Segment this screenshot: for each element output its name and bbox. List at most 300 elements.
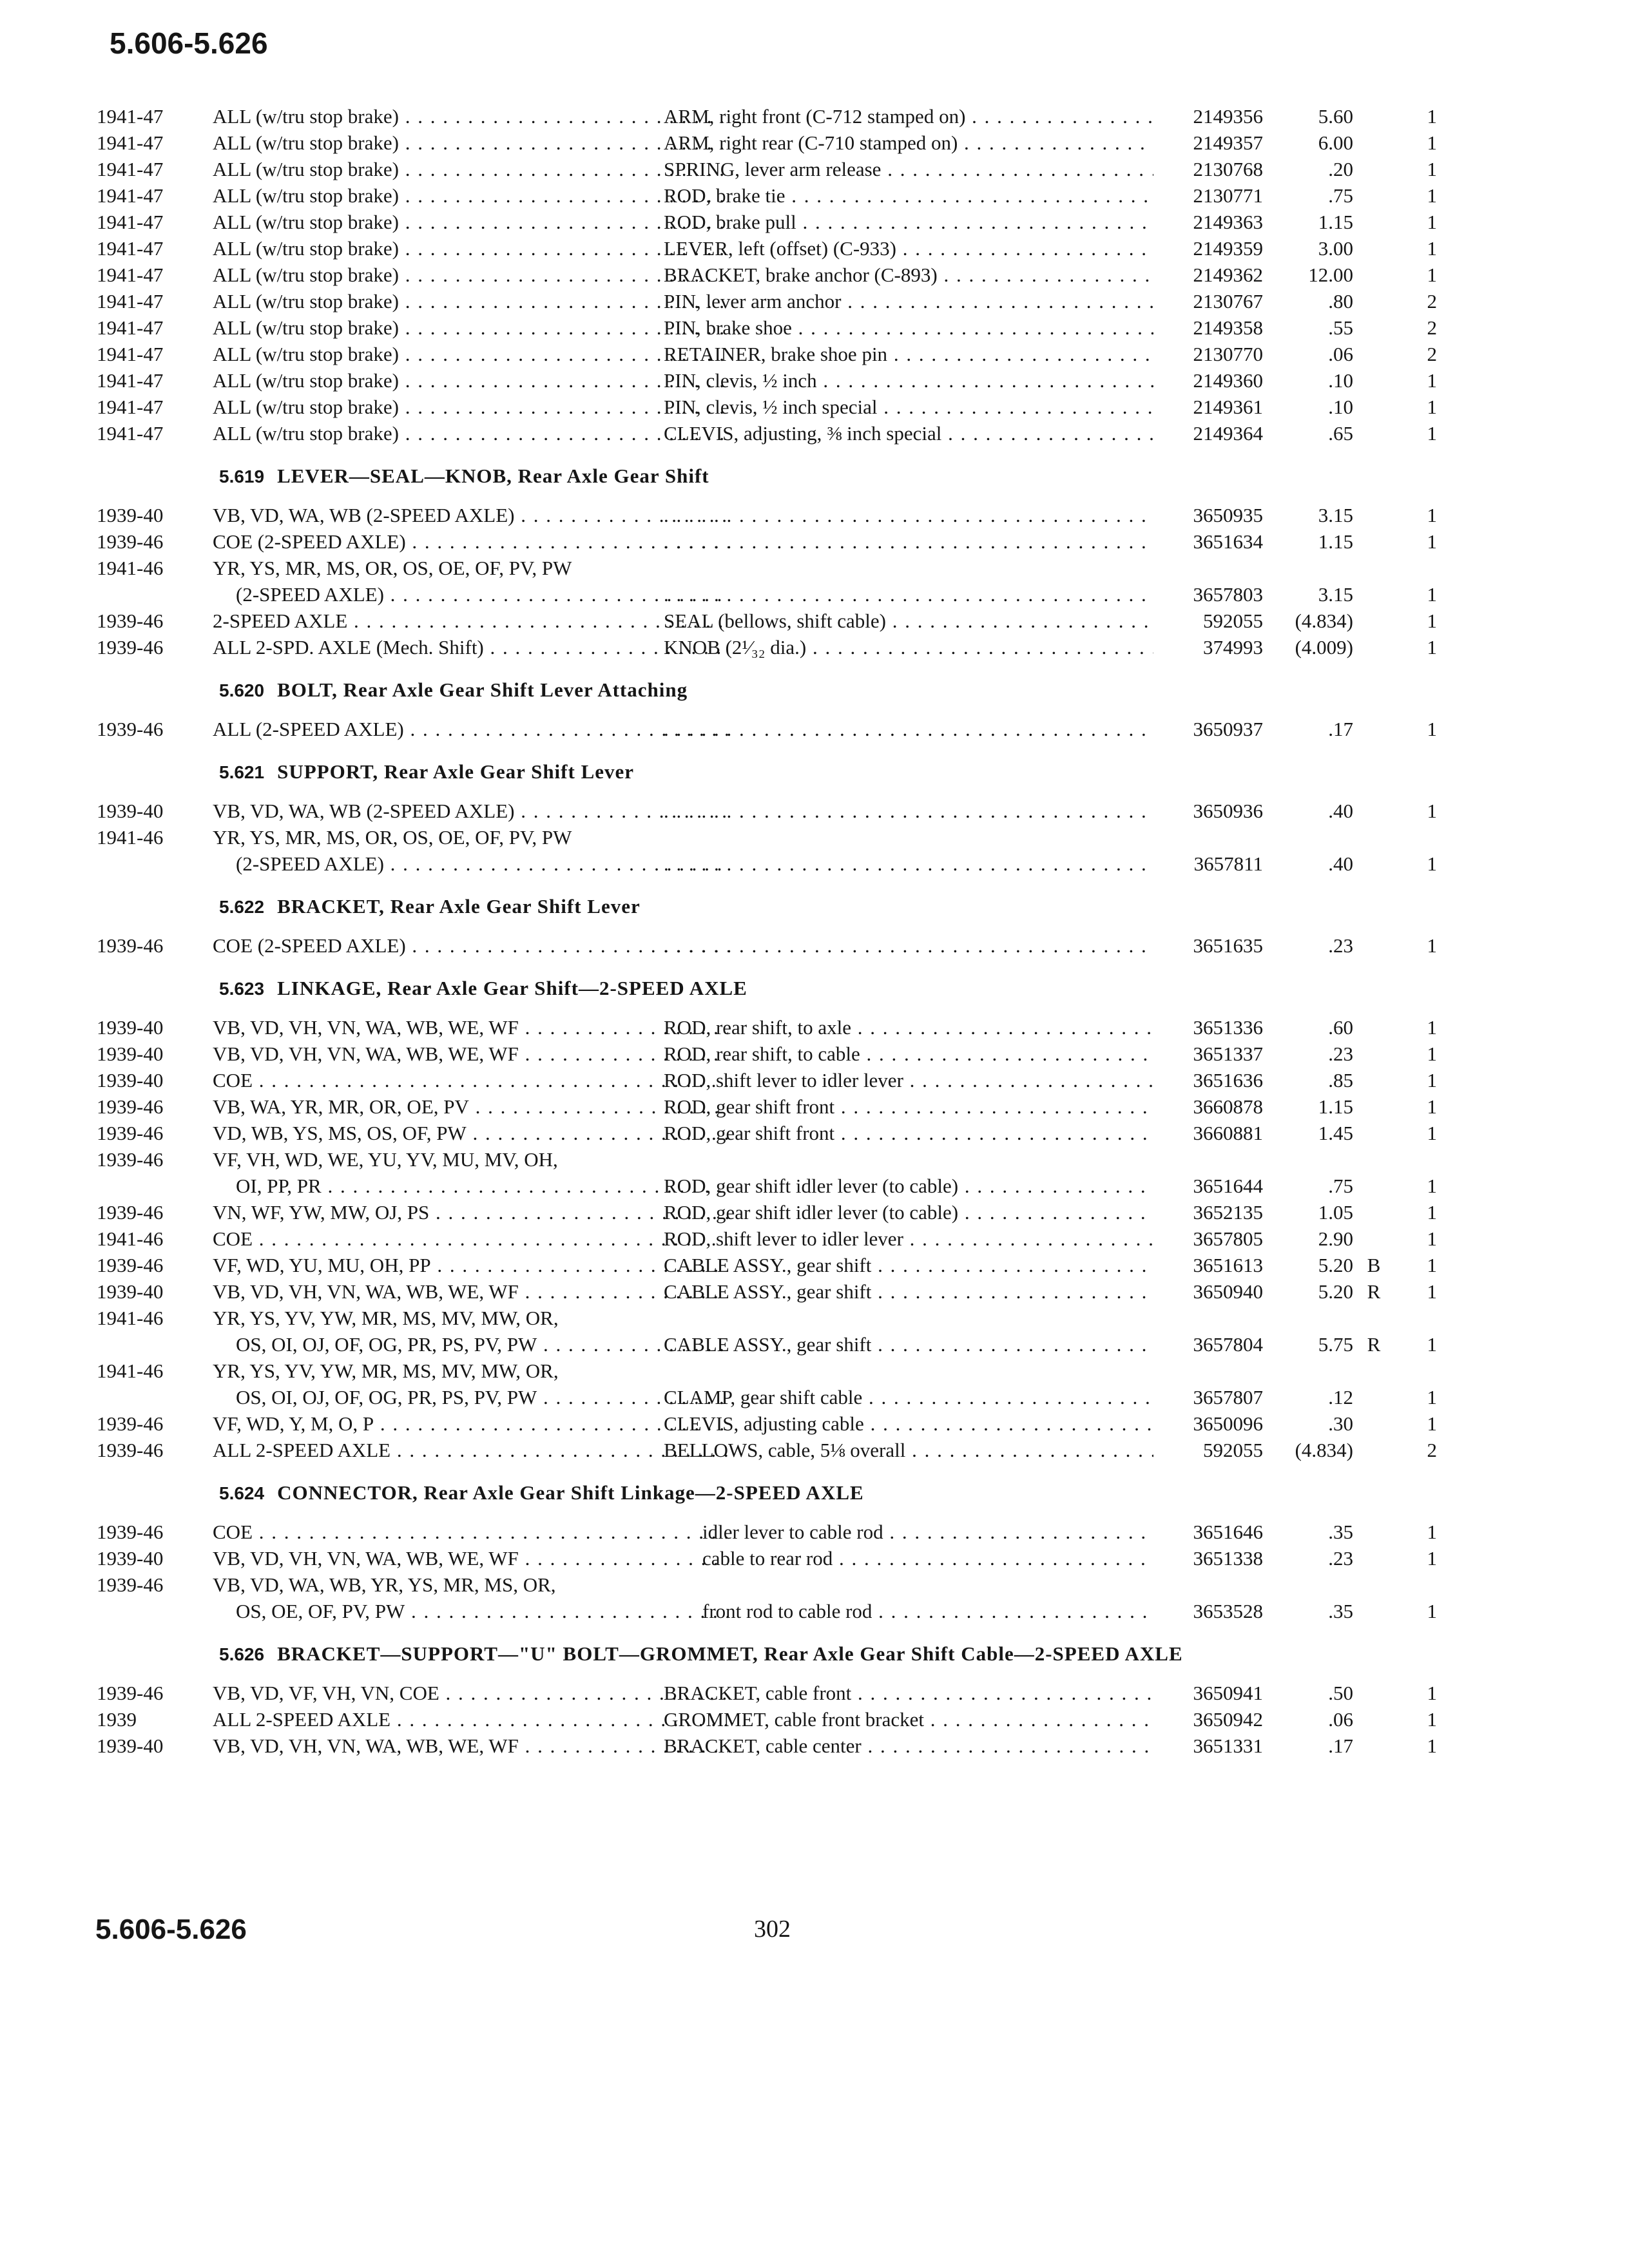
model-line-2: OI, PP, PR . . . (213, 1173, 728, 1199)
list-price: .35 (1328, 1521, 1353, 1543)
model-applicability (213, 1706, 728, 1733)
quantity: 2 (1427, 343, 1437, 365)
year-range: 1941-47 (97, 131, 164, 154)
part-number: 2149360 (1153, 367, 1263, 394)
year-range: 1941-47 (97, 264, 164, 286)
list-price: .60 (1328, 1016, 1353, 1039)
parts-row (97, 156, 1443, 182)
quantity: 1 (1427, 1227, 1437, 1250)
parts-row (97, 103, 1443, 130)
part-description: LEVER, left (offset) (C-933) . . . (664, 235, 1231, 262)
parts-row (97, 1146, 1443, 1199)
model-line-1: YR, YS, YV, YW, MR, MS, MV, MW, OR, (213, 1307, 559, 1329)
part-number: 3650941 (1153, 1680, 1263, 1706)
model-applicability (213, 502, 728, 528)
year-range: 1939-40 (97, 1280, 164, 1303)
list-price: 1.15 (1318, 530, 1353, 553)
parts-row (97, 1067, 1443, 1093)
parts-row (97, 1120, 1443, 1146)
section-heading (97, 677, 1443, 703)
model-line-1: YR, YS, MR, MS, OR, OS, OE, OF, PV, PW (213, 826, 572, 849)
model-applicability (213, 341, 728, 367)
part-description (664, 850, 1231, 877)
list-price: .12 (1328, 1386, 1353, 1408)
model-applicability (213, 1278, 728, 1305)
model-line-1: ALL (w/tru stop brake) . . . (213, 420, 728, 447)
quantity: 1 (1427, 264, 1437, 286)
parts-row (97, 1358, 1443, 1410)
parts-row (97, 262, 1443, 288)
part-number: 2149363 (1153, 209, 1263, 235)
parts-row (97, 824, 1443, 877)
model-line-2: OS, OI, OJ, OF, OG, PR, PS, PV, PW . . . (213, 1331, 728, 1358)
part-number: 3651331 (1153, 1733, 1263, 1759)
part-description: front rod to cable rod . . . (702, 1598, 1231, 1624)
part-description: CLEVIS, adjusting cable . . . (664, 1410, 1231, 1437)
year-range: 1939-46 (97, 1573, 164, 1596)
parts-row (97, 1199, 1443, 1225)
list-price: 3.00 (1318, 237, 1353, 260)
year-range: 1941-46 (97, 826, 164, 849)
model-line-1: ALL (w/tru stop brake) . . . (213, 130, 728, 156)
parts-row (97, 1571, 1443, 1624)
model-applicability (213, 1252, 728, 1278)
part-description: BELLOWS, cable, 5⅛ overall . . . (664, 1437, 1231, 1463)
list-price: 5.20 (1318, 1280, 1353, 1303)
part-number: 3651635 (1153, 932, 1263, 959)
parts-row (97, 634, 1443, 660)
parts-row (97, 1733, 1443, 1759)
list-price: (4.834) (1295, 610, 1353, 632)
quantity: 1 (1427, 934, 1437, 957)
model-applicability (213, 1041, 728, 1067)
quantity: 1 (1427, 422, 1437, 445)
list-price: 1.45 (1318, 1122, 1353, 1144)
part-description: ROD, gear shift idler lever (to cable) . . . (664, 1173, 1231, 1199)
model-line-1: ALL (w/tru stop brake) . . . (213, 367, 728, 394)
section-number: 5.619 (219, 466, 265, 486)
model-line-1: VB, VD, VH, VN, WA, WB, WE, WF . . . (213, 1733, 728, 1759)
model-line-1: 2-SPEED AXLE . . . (213, 608, 728, 634)
part-number: 3650937 (1153, 716, 1263, 742)
part-description: cable to rear rod . . . (702, 1545, 1231, 1571)
section-heading (97, 463, 1443, 489)
quantity: 1 (1427, 800, 1437, 822)
part-description (664, 716, 1231, 742)
quantity: 2 (1427, 1439, 1437, 1461)
model-applicability (213, 262, 728, 288)
year-range: 1941-46 (97, 1307, 164, 1329)
quantity: 1 (1427, 1708, 1437, 1731)
model-applicability (213, 1358, 728, 1410)
model-line-1: ALL (w/tru stop brake) . . . (213, 394, 728, 420)
part-description: CABLE ASSY., gear shift . . . (664, 1252, 1231, 1278)
year-range: 1939-46 (97, 1439, 164, 1461)
list-price: 1.05 (1318, 1201, 1353, 1224)
section-heading (97, 1480, 1443, 1506)
page-number: 302 (754, 1916, 791, 1943)
quantity: 1 (1427, 1412, 1437, 1435)
model-line-1: ALL (w/tru stop brake) . . . (213, 288, 728, 314)
year-range: 1939-46 (97, 1521, 164, 1543)
model-line-1: VF, VH, WD, WE, YU, YV, MU, MV, OH, (213, 1148, 558, 1171)
part-description (664, 581, 1231, 608)
section-title: LEVER—SEAL—KNOB, Rear Axle Gear Shift (277, 465, 709, 487)
quantity: 1 (1427, 1043, 1437, 1065)
quantity: 1 (1427, 1735, 1437, 1757)
quantity: 1 (1427, 610, 1437, 632)
quantity: 1 (1427, 718, 1437, 740)
model-applicability (213, 1067, 728, 1093)
model-applicability (213, 288, 728, 314)
part-number: 3660878 (1153, 1093, 1263, 1120)
model-applicability (213, 1545, 728, 1571)
section-heading (97, 975, 1443, 1001)
parts-row (97, 1305, 1443, 1358)
part-number: 2149357 (1153, 130, 1263, 156)
part-number: 3650942 (1153, 1706, 1263, 1733)
quantity: 1 (1427, 852, 1437, 875)
parts-row (97, 182, 1443, 209)
part-number: 3653528 (1153, 1598, 1263, 1624)
part-description (664, 798, 1231, 824)
quantity: 1 (1427, 1095, 1437, 1118)
model-line-2: OS, OE, OF, PV, PW . . . (213, 1598, 728, 1624)
model-line-1: COE (2-SPEED AXLE) . . . (213, 932, 728, 959)
part-description: ROD, gear shift front . . . (664, 1120, 1231, 1146)
quantity: 1 (1427, 1175, 1437, 1197)
part-description: ROD, gear shift front . . . (664, 1093, 1231, 1120)
section-number: 5.620 (219, 680, 265, 700)
part-description: ARM, right front (C-712 stamped on) . . . (664, 103, 1231, 130)
year-range: 1941-47 (97, 316, 164, 339)
parts-row (97, 130, 1443, 156)
list-price: 1.15 (1318, 1095, 1353, 1118)
list-price: .55 (1328, 316, 1353, 339)
year-range: 1939-40 (97, 1043, 164, 1065)
part-description: CLEVIS, adjusting, ⅜ inch special . . . (664, 420, 1231, 447)
model-line-2: (2-SPEED AXLE) . . . (213, 581, 728, 608)
model-line-1: COE . . . (213, 1067, 728, 1093)
model-line-2: OS, OI, OJ, OF, OG, PR, PS, PV, PW . . . (213, 1384, 728, 1410)
model-line-1: COE . . . (213, 1225, 728, 1252)
list-price: .30 (1328, 1412, 1353, 1435)
year-range: 1939-40 (97, 1069, 164, 1091)
part-description: BRACKET, brake anchor (C-893) . . . (664, 262, 1231, 288)
year-range: 1939-46 (97, 1412, 164, 1435)
parts-row (97, 209, 1443, 235)
list-price: .35 (1328, 1600, 1353, 1622)
model-applicability (213, 1199, 728, 1225)
model-line-1: VB, VD, WA, WB (2-SPEED AXLE) . . . (213, 502, 728, 528)
list-price: 12.00 (1308, 264, 1353, 286)
year-range: 1939-46 (97, 610, 164, 632)
part-description: ROD, shift lever to idler lever . . . (664, 1067, 1231, 1093)
quantity: 1 (1427, 504, 1437, 526)
parts-row (97, 394, 1443, 420)
quantity: 2 (1427, 316, 1437, 339)
part-number: 3652135 (1153, 1199, 1263, 1225)
part-description: ROD, rear shift, to axle . . . (664, 1014, 1231, 1041)
part-number: 3651338 (1153, 1545, 1263, 1571)
year-range: 1941-47 (97, 237, 164, 260)
quantity: 1 (1427, 636, 1437, 658)
part-number: 3657807 (1153, 1384, 1263, 1410)
quantity: 1 (1427, 1016, 1437, 1039)
page-footer-section-range: 5.606-5.626 (95, 1914, 247, 1945)
quantity: 1 (1427, 1682, 1437, 1704)
model-applicability (213, 156, 728, 182)
section-title: BRACKET—SUPPORT—"U" BOLT—GROMMET, Rear Axle Gear Shift Cable—2-SPEED AXLE (277, 1642, 1183, 1665)
parts-row (97, 555, 1443, 608)
parts-row (97, 1410, 1443, 1437)
parts-row (97, 367, 1443, 394)
part-number: 3660881 (1153, 1120, 1263, 1146)
part-number: 3650940 (1153, 1278, 1263, 1305)
parts-row (97, 1680, 1443, 1706)
list-price: .40 (1328, 852, 1353, 875)
part-number: 2130767 (1153, 288, 1263, 314)
quantity: 1 (1427, 1122, 1437, 1144)
quantity: 1 (1427, 1600, 1437, 1622)
list-price: .80 (1328, 290, 1353, 312)
model-applicability (213, 1305, 728, 1358)
part-description: ROD, rear shift, to cable . . . (664, 1041, 1231, 1067)
year-range: 1939-40 (97, 1735, 164, 1757)
parts-row (97, 1545, 1443, 1571)
year-range: 1939-40 (97, 1016, 164, 1039)
model-applicability (213, 1680, 728, 1706)
quantity: 1 (1427, 237, 1437, 260)
year-range: 1939-40 (97, 800, 164, 822)
quantity: 1 (1427, 211, 1437, 233)
part-number: 3651636 (1153, 1067, 1263, 1093)
quantity: 1 (1427, 396, 1437, 418)
model-applicability (213, 798, 728, 824)
model-line-1: VB, VD, VH, VN, WA, WB, WE, WF . . . (213, 1041, 728, 1067)
parts-row (97, 420, 1443, 447)
parts-row (97, 235, 1443, 262)
model-applicability (213, 932, 728, 959)
model-line-1: VB, VD, VH, VN, WA, WB, WE, WF . . . (213, 1278, 728, 1305)
parts-row (97, 288, 1443, 314)
year-range: 1941-47 (97, 343, 164, 365)
section-title: BRACKET, Rear Axle Gear Shift Lever (277, 895, 641, 918)
part-number: 3651634 (1153, 528, 1263, 555)
list-price: .40 (1328, 800, 1353, 822)
part-number: 2149361 (1153, 394, 1263, 420)
part-number: 3651336 (1153, 1014, 1263, 1041)
section-number: 5.626 (219, 1644, 265, 1664)
code-letter: R (1367, 1280, 1381, 1303)
model-applicability (213, 420, 728, 447)
model-line-1: VB, VD, WA, WB (2-SPEED AXLE) . . . (213, 798, 728, 824)
parts-row (97, 1437, 1443, 1463)
model-line-1: YR, YS, YV, YW, MR, MS, MV, MW, OR, (213, 1360, 559, 1382)
quantity: 1 (1427, 530, 1437, 553)
section-title: BOLT, Rear Axle Gear Shift Lever Attaching (277, 678, 688, 701)
section-heading (97, 894, 1443, 919)
model-line-1: VB, VD, VH, VN, WA, WB, WE, WF . . . (213, 1545, 728, 1571)
model-line-1: COE . . . (213, 1519, 728, 1545)
model-applicability (213, 235, 728, 262)
list-price: .06 (1328, 1708, 1353, 1731)
quantity: 1 (1427, 369, 1437, 392)
parts-row (97, 341, 1443, 367)
list-price: 3.15 (1318, 504, 1353, 526)
parts-row (97, 716, 1443, 742)
list-price: .17 (1328, 1735, 1353, 1757)
part-number: 2149359 (1153, 235, 1263, 262)
section-title: CONNECTOR, Rear Axle Gear Shift Linkage—2-SPEED AXLE (277, 1481, 864, 1504)
part-description: PIN, lever arm anchor . . . (664, 288, 1231, 314)
model-line-1: ALL (w/tru stop brake) . . . (213, 341, 728, 367)
model-applicability (213, 608, 728, 634)
parts-row (97, 528, 1443, 555)
year-range: 1939-46 (97, 1682, 164, 1704)
model-line-1: VF, WD, YU, MU, OH, PP . . . (213, 1252, 728, 1278)
list-price: .20 (1328, 158, 1353, 180)
list-price: .06 (1328, 343, 1353, 365)
page-header-section-range: 5.606-5.626 (110, 26, 268, 60)
part-description: BRACKET, cable front . . . (664, 1680, 1231, 1706)
model-line-1: VB, WA, YR, MR, OR, OE, PV . . . (213, 1093, 728, 1120)
year-range: 1941-47 (97, 396, 164, 418)
parts-row (97, 1014, 1443, 1041)
model-applicability (213, 1225, 728, 1252)
part-description: ROD, gear shift idler lever (to cable) . . . (664, 1199, 1231, 1225)
model-line-1: VB, VD, VH, VN, WA, WB, WE, WF . . . (213, 1014, 728, 1041)
list-price: (4.834) (1295, 1439, 1353, 1461)
part-description: SPRING, lever arm release . . . (664, 156, 1231, 182)
quantity: 1 (1427, 1280, 1437, 1303)
part-description: GROMMET, cable front bracket . . . (664, 1706, 1231, 1733)
quantity: 1 (1427, 1547, 1437, 1570)
part-number: 3651644 (1153, 1173, 1263, 1199)
parts-row (97, 798, 1443, 824)
model-applicability (213, 1120, 728, 1146)
model-line-1: ALL (2-SPEED AXLE) . . . (213, 716, 728, 742)
quantity: 1 (1427, 131, 1437, 154)
quantity: 1 (1427, 583, 1437, 606)
part-description: RETAINER, brake shoe pin . . . (664, 341, 1231, 367)
part-description: ARM, right rear (C-710 stamped on) . . . (664, 130, 1231, 156)
model-line-1: ALL (w/tru stop brake) . . . (213, 314, 728, 341)
part-number: 3651646 (1153, 1519, 1263, 1545)
part-description: KNOB (2¹⁄₃₂ dia.) . . . (664, 634, 1231, 660)
section-heading (97, 1641, 1443, 1667)
part-number: 2130768 (1153, 156, 1263, 182)
list-price: .17 (1328, 718, 1353, 740)
model-applicability (213, 824, 728, 877)
part-number: 3651613 (1153, 1252, 1263, 1278)
year-range: 1939-46 (97, 530, 164, 553)
quantity: 1 (1427, 1201, 1437, 1224)
model-applicability (213, 555, 728, 608)
part-description (664, 502, 1231, 528)
year-range: 1941-47 (97, 158, 164, 180)
quantity: 1 (1427, 1521, 1437, 1543)
model-applicability (213, 1571, 728, 1624)
part-description: BRACKET, cable center . . . (664, 1733, 1231, 1759)
list-price: .85 (1328, 1069, 1353, 1091)
part-number: 2130771 (1153, 182, 1263, 209)
part-number: 3657803 (1153, 581, 1263, 608)
model-applicability (213, 1146, 728, 1199)
list-price: .23 (1328, 1547, 1353, 1570)
list-price: .75 (1328, 184, 1353, 207)
year-range: 1941-47 (97, 105, 164, 128)
year-range: 1939-46 (97, 636, 164, 658)
section-heading (97, 759, 1443, 785)
list-price: 3.15 (1318, 583, 1353, 606)
model-line-1: VD, WB, YS, MS, OS, OF, PW . . . (213, 1120, 728, 1146)
list-price: .75 (1328, 1175, 1353, 1197)
model-applicability (213, 1437, 728, 1463)
model-line-1: ALL 2-SPEED AXLE . . . (213, 1706, 728, 1733)
list-price: .50 (1328, 1682, 1353, 1704)
quantity: 1 (1427, 158, 1437, 180)
quantity: 1 (1427, 1254, 1437, 1276)
model-line-1: ALL (w/tru stop brake) . . . (213, 262, 728, 288)
year-range: 1941-47 (97, 290, 164, 312)
parts-catalog-content (97, 103, 1443, 1759)
list-price: .23 (1328, 934, 1353, 957)
list-price: 2.90 (1318, 1227, 1353, 1250)
year-range: 1941-46 (97, 1360, 164, 1382)
part-description: ROD, brake tie . . . (664, 182, 1231, 209)
model-line-1: ALL 2-SPD. AXLE (Mech. Shift) . . . (213, 634, 728, 660)
part-number: 2149362 (1153, 262, 1263, 288)
year-range: 1939-46 (97, 1095, 164, 1118)
year-range: 1939-46 (97, 1201, 164, 1224)
part-number: 592055 (1153, 1437, 1263, 1463)
quantity: 1 (1427, 184, 1437, 207)
year-range: 1941-47 (97, 422, 164, 445)
part-description: SEAL (bellows, shift cable) . . . (664, 608, 1231, 634)
part-description: ROD, shift lever to idler lever . . . (664, 1225, 1231, 1252)
model-applicability (213, 209, 728, 235)
year-range: 1939 (97, 1708, 137, 1731)
year-range: 1941-46 (97, 1227, 164, 1250)
part-number: 3651337 (1153, 1041, 1263, 1067)
model-line-1: ALL 2-SPEED AXLE . . . (213, 1437, 728, 1463)
section-title: SUPPORT, Rear Axle Gear Shift Lever (277, 760, 635, 783)
model-applicability (213, 634, 728, 660)
part-number: 2149364 (1153, 420, 1263, 447)
model-line-2: (2-SPEED AXLE) . . . (213, 850, 728, 877)
part-number: 592055 (1153, 608, 1263, 634)
year-range: 1939-40 (97, 1547, 164, 1570)
year-range: 1939-46 (97, 1122, 164, 1144)
model-applicability (213, 103, 728, 130)
section-title: LINKAGE, Rear Axle Gear Shift—2-SPEED AXLE (277, 977, 747, 999)
quantity: 1 (1427, 105, 1437, 128)
year-range: 1941-47 (97, 184, 164, 207)
parts-row (97, 1706, 1443, 1733)
parts-row (97, 608, 1443, 634)
model-line-1: ALL (w/tru stop brake) . . . (213, 182, 728, 209)
part-number: 2130770 (1153, 341, 1263, 367)
year-range: 1941-47 (97, 211, 164, 233)
parts-row (97, 1519, 1443, 1545)
list-price: .10 (1328, 369, 1353, 392)
section-number: 5.622 (219, 897, 265, 917)
code-letter: R (1367, 1333, 1381, 1356)
parts-row (97, 1225, 1443, 1252)
year-range: 1939-46 (97, 718, 164, 740)
list-price: .10 (1328, 396, 1353, 418)
